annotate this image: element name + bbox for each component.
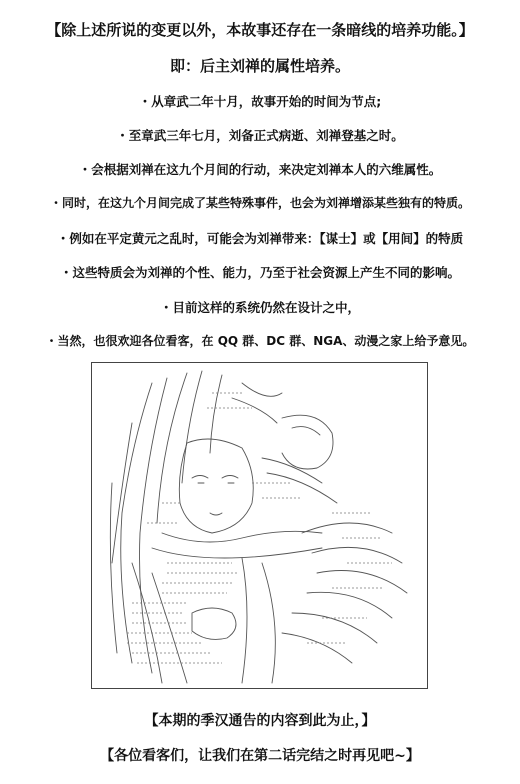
bullet-item: ・这些特质会为刘禅的个性、能力，乃至于社会资源上产生不同的影响。 <box>59 265 460 280</box>
bullet-item: ・会根据刘禅在这九个月间的行动，来决定刘禅本人的六维属性。 <box>78 162 442 177</box>
ascii-art-illustration <box>91 362 428 689</box>
bullet-item: ・至章武三年七月，刘备正式病逝、刘禅登基之时。 <box>116 128 404 143</box>
bullet-item: ・当然，也很欢迎各位看客，在 QQ 群、DC 群、NGA、动漫之家上给予意见。 <box>45 334 475 348</box>
farewell-note: 【各位看客们，让我们在第二话完结之时再见吧~】 <box>100 748 420 764</box>
ascii-art-drawing <box>92 363 427 688</box>
bullet-item: ・目前这样的系统仍然在设计之中， <box>159 300 360 315</box>
notice-subheading: 即：后主刘禅的属性培养。 <box>169 57 350 75</box>
bullet-item: ・同时，在这九个月间完成了某些特殊事件，也会为刘禅增添某些独有的特质。 <box>49 196 470 210</box>
closing-note: 【本期的季汉通告的内容到此为止，】 <box>144 713 376 729</box>
bullet-item: ・从章武二年十月，故事开始的时间为节点; <box>138 94 382 109</box>
bullet-item: ・例如在平定黄元之乱时，可能会为刘禅带来：【谋士】或【用间】的特质 <box>56 231 464 246</box>
notice-heading: 【除上述所说的变更以外，本故事还存在一条暗线的培养功能。】 <box>46 21 474 39</box>
